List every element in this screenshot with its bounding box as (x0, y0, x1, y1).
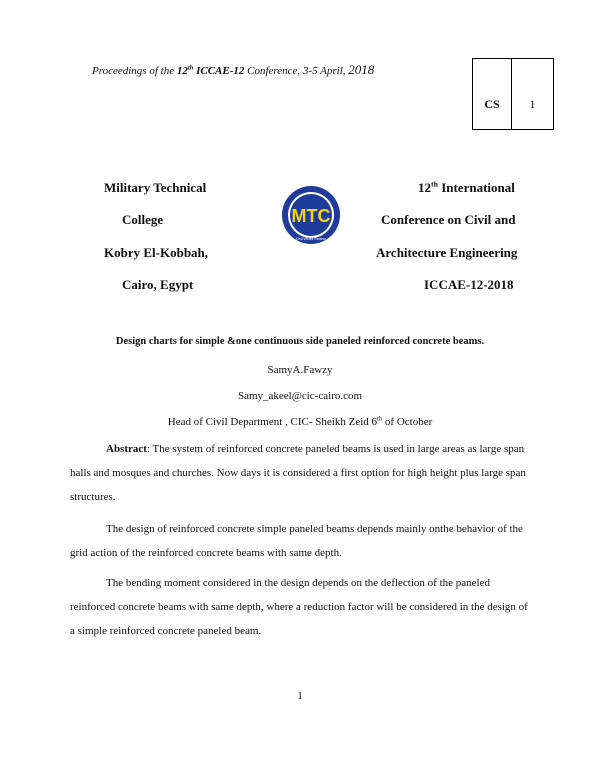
proceedings-conference: ICCAE-12 (196, 65, 245, 77)
abstract-label: Abstract (106, 443, 147, 455)
affiliation-right-line-1: 12th International (418, 179, 515, 195)
code-box-divider (511, 59, 512, 129)
author-department: Head of Civil Department , CIC- Sheikh Zeid 6th of October (167, 415, 433, 428)
paper-code-label: CS (484, 97, 500, 111)
proceedings-prefix: Proceedings of the (92, 65, 177, 77)
proceedings-year: 2018 (348, 62, 375, 77)
proceedings-line (92, 62, 374, 78)
page-number: 1 (297, 690, 303, 702)
proceedings-rest: Conference, 3-5 April, (244, 65, 349, 77)
logo-letters: MTC (291, 206, 331, 226)
body-paragraph-3: The bending moment considered in the design depends on the deflection of the paneled reinforced concrete beams with same depth, where a reduction factor will be considered in the design of a simple reinforced concrete paneled beam. (70, 577, 528, 637)
paper-code-number: 1 (529, 97, 536, 111)
author-name: SamyA.Fawzy (267, 364, 333, 376)
affiliation-right-line-3: Architecture Engineering (376, 245, 518, 260)
author-email: Samy_akeel@cic-cairo.com (237, 390, 363, 402)
affiliation-right-line-2: Conference on Civil and (381, 212, 516, 227)
paper-code-box (472, 58, 554, 130)
body-paragraph-2: The design of reinforced concrete simple paneled beams depends mainly onthe behavior of the grid action of the reinforced concrete beams with same depth. (70, 523, 523, 559)
affiliation-right-line-4: ICCAE-12-2018 (424, 277, 514, 292)
affiliation-left-line-2: College (122, 212, 164, 227)
proceedings-sup: th (187, 64, 194, 72)
affiliation-left-line-1: Military Technical (104, 180, 207, 195)
mtc-logo-icon (281, 185, 341, 245)
logo-ring-text: Civil Works Section (295, 237, 327, 241)
affiliation-left-line-4: Cairo, Egypt (122, 277, 194, 292)
abstract-text: : The system of reinforced concrete paneled beams is used in large areas as large span halls and mosques and churches. Now days it is considered a first option for high height plus large span structures. (70, 443, 526, 503)
affiliation-left-line-3: Kobry El-Kobbah, (104, 245, 209, 260)
abstract-paragraph (70, 437, 532, 509)
paper-title: Design charts for simple &one continuous side paneled reinforced concrete beams. (115, 336, 485, 347)
proceedings-number: 12 (176, 65, 188, 77)
mtc-logo (281, 185, 341, 245)
